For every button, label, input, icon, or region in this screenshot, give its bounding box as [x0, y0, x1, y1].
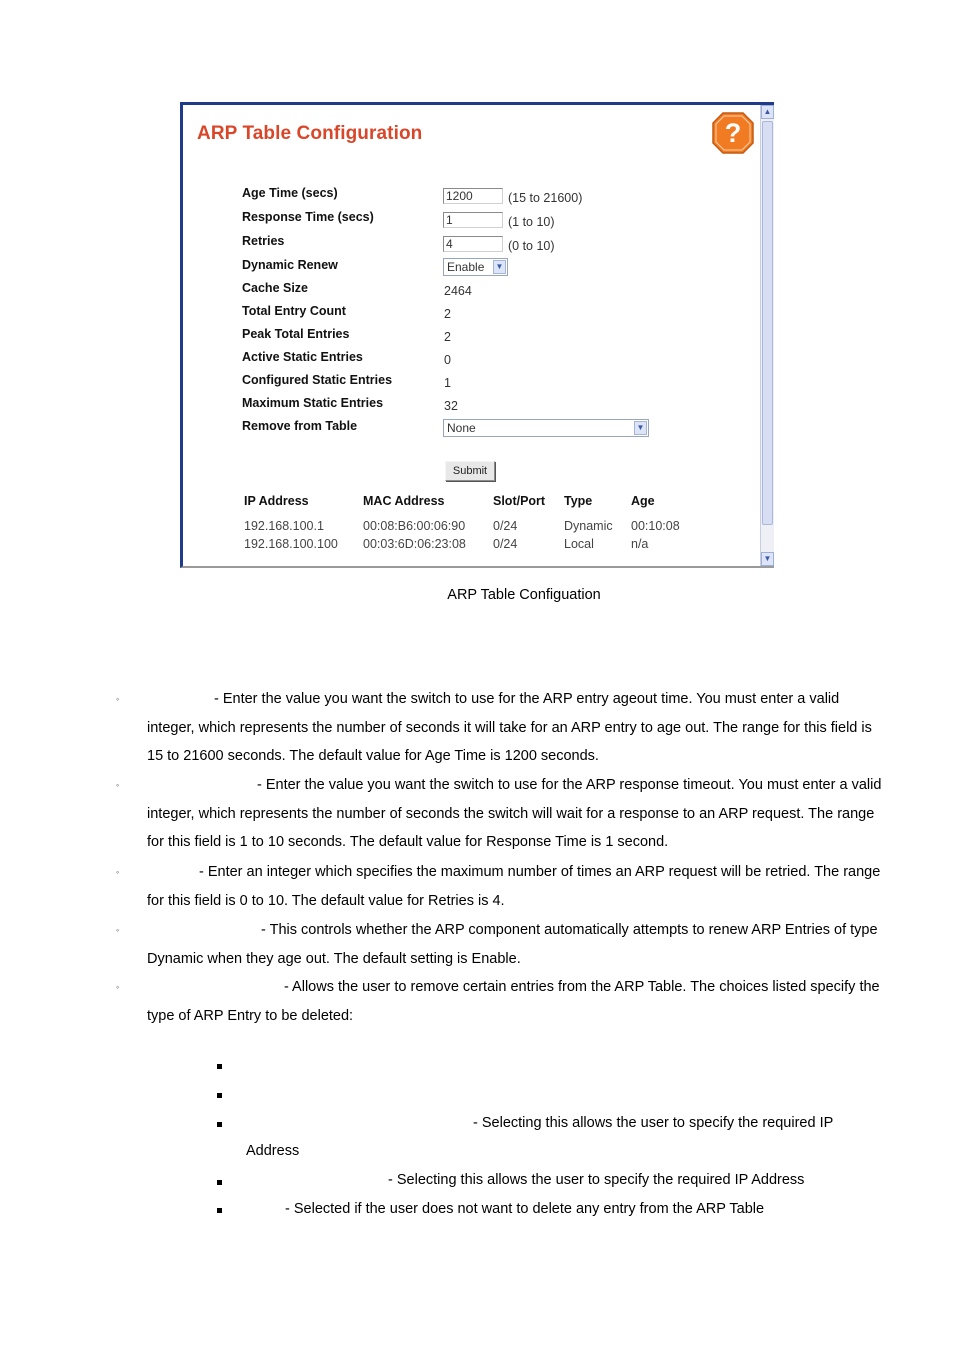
table-header-age: Age	[631, 494, 655, 508]
total-entry-count-label: Total Entry Count	[242, 304, 346, 318]
table-cell-mac: 00:03:6D:06:23:08	[363, 537, 466, 551]
table-cell-type: Dynamic	[564, 519, 613, 533]
remove-from-table-select[interactable]	[443, 419, 649, 437]
configured-static-entries-value: 1	[444, 376, 451, 390]
sub-bullet-text: - Selecting this allows the user to specify the required IP	[473, 1115, 834, 1131]
response-time-input[interactable]	[443, 212, 503, 228]
maximum-static-entries-value: 32	[444, 399, 458, 413]
peak-total-entries-value: 2	[444, 330, 451, 344]
bullet-ring-icon: ◦	[116, 982, 120, 992]
help-icon[interactable]	[711, 111, 755, 155]
configured-static-entries-label: Configured Static Entries	[242, 373, 393, 387]
remove-from-table-label: Remove from Table	[242, 419, 358, 433]
table-header-mac-address: MAC Address	[363, 494, 445, 508]
bullet-ring-icon: ◦	[116, 925, 120, 935]
chevron-down-icon[interactable]: ▼	[493, 260, 506, 274]
figure-caption: ARP Table Configuation	[447, 587, 601, 603]
age-time-description: - Enter the value you want the switch to use for the ARP entry ageout time. You must enter a valid integer, which represents the number of seconds it will take for an ARP entry to age out. The range for this field is 15 to 21600 seconds. The default value for Age Time is 1200 seconds.	[147, 691, 872, 765]
table-cell-slot-port: 0/24	[493, 537, 518, 551]
sub-bullet-text: - Selected if the user does not want to delete any entry from the ARP Table	[285, 1201, 765, 1217]
cache-size-label: Cache Size	[242, 281, 309, 295]
maximum-static-entries-label: Maximum Static Entries	[242, 396, 384, 410]
response-time-label: Response Time (secs)	[242, 210, 374, 224]
retries-label: Retries	[242, 234, 285, 248]
bullet-ring-icon: ◦	[116, 694, 120, 704]
retries-description: - Enter an integer which specifies the maximum number of times an ARP request will be retried. The range for this field is 0 to 10. The default value for Retries is 4.	[147, 864, 881, 909]
table-cell-age: n/a	[631, 537, 649, 551]
response-time-description: - Enter the value you want the switch to use for the ARP response timeout. You must enter a valid integer, which represents the number of seconds the switch will wait for a response to an ARP request. The range for this field is 1 to 10 seconds. The default value for Response Time is 1 second.	[147, 777, 882, 851]
cache-size-value: 2464	[444, 284, 472, 298]
chevron-down-icon[interactable]: ▼	[634, 421, 647, 435]
table-cell-mac: 00:08:B6:00:06:90	[363, 519, 466, 533]
retries-range: (0 to 10)	[508, 239, 555, 253]
response-time-range: (1 to 10)	[508, 215, 555, 229]
dynamic-renew-selected: Enable	[447, 260, 485, 274]
table-cell-slot-port: 0/24	[493, 519, 518, 533]
age-time-label: Age Time (secs)	[242, 186, 338, 200]
sub-bullet-text: - Selecting this allows the user to specify the required IP Address	[388, 1172, 805, 1188]
table-cell-ip: 192.168.100.1	[244, 519, 324, 533]
bullet-square-icon	[217, 1093, 222, 1098]
table-header-ip-address: IP Address	[244, 494, 309, 508]
bullet-square-icon	[217, 1122, 222, 1127]
arp-config-screenshot	[180, 102, 774, 568]
bullet-square-icon	[217, 1208, 222, 1213]
remove-from-table-description: - Allows the user to remove certain entries from the ARP Table. The choices listed specify the type of ARP Entry to be deleted:	[147, 979, 880, 1024]
table-header-slot-port: Slot/Port	[493, 494, 546, 508]
retries-input[interactable]	[443, 236, 503, 252]
dynamic-renew-label: Dynamic Renew	[242, 258, 338, 272]
total-entry-count-value: 2	[444, 307, 451, 321]
scroll-up-icon[interactable]: ▲	[761, 105, 774, 119]
dynamic-renew-select[interactable]	[443, 258, 508, 276]
age-time-input[interactable]	[443, 188, 503, 204]
scroll-down-icon[interactable]: ▼	[761, 552, 774, 566]
remove-from-table-selected: None	[447, 421, 476, 435]
dynamic-renew-description: - This controls whether the ARP component automatically attempts to renew ARP Entries of type Dynamic when they age out. The default setting is Enable.	[147, 922, 878, 967]
bullet-ring-icon: ◦	[116, 867, 120, 877]
page-title: ARP Table Configuration	[197, 123, 423, 144]
active-static-entries-label: Active Static Entries	[242, 350, 363, 364]
table-cell-age: 00:10:08	[631, 519, 680, 533]
sub-bullet-continuation: Address	[246, 1143, 300, 1159]
table-cell-ip: 192.168.100.100	[244, 537, 338, 551]
scroll-thumb[interactable]	[762, 121, 773, 525]
bullet-square-icon	[217, 1064, 222, 1069]
peak-total-entries-label: Peak Total Entries	[242, 327, 350, 341]
table-cell-type: Local	[564, 537, 594, 551]
bullet-ring-icon: ◦	[116, 780, 120, 790]
age-time-range: (15 to 21600)	[508, 191, 583, 205]
vertical-scrollbar[interactable]	[760, 105, 774, 566]
bullet-square-icon	[217, 1180, 222, 1185]
submit-button[interactable]: Submit	[445, 461, 495, 481]
help-icon-glyph: ?	[724, 118, 742, 148]
table-header-type: Type	[564, 494, 593, 508]
active-static-entries-value: 0	[444, 353, 451, 367]
